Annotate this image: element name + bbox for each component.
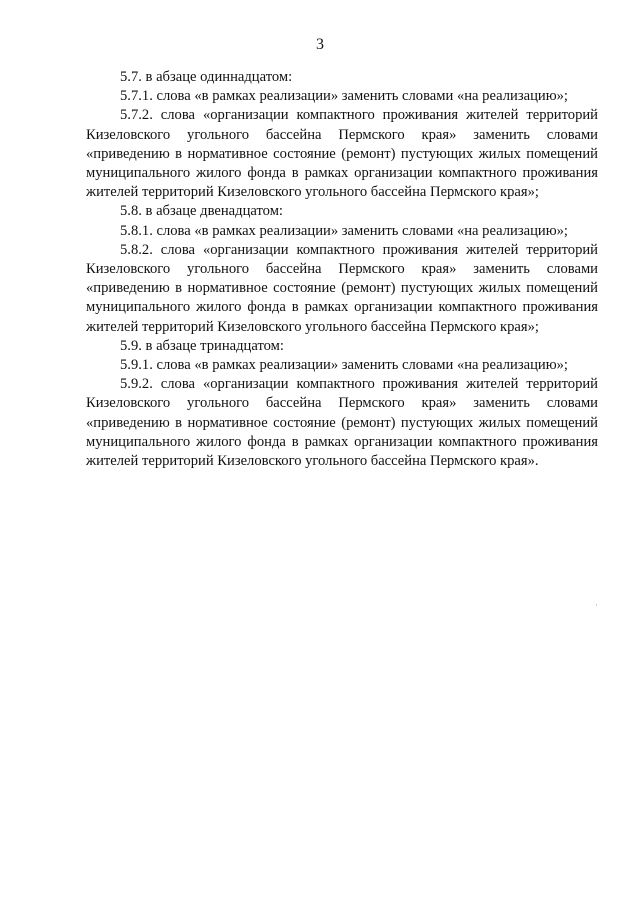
- paragraph-5-8-1: 5.8.1. слова «в рамках реализации» заменить словами «на реализацию»;: [120, 222, 568, 239]
- document-body: [86, 68, 598, 471]
- scan-speck: [596, 604, 597, 606]
- paragraph-5-8: 5.8. в абзаце двенадцатом:: [120, 203, 283, 220]
- paragraph-5-9-2: 5.9.2. слова «организации компактного проживания жителей территорий Кизеловского угольного бассейна Пермского края» заменить словами «приведению в нормативное состояние (ремонт) пустующих жилых помещений муниципального жилого фонда в рамках организации компактного проживания жителей территорий Кизеловского угольного бассейна Пермского края».: [86, 376, 598, 470]
- page-number: 3: [316, 36, 324, 53]
- paragraph-5-7: 5.7. в абзаце одиннадцатом:: [120, 69, 293, 85]
- paragraph-5-9: 5.9. в абзаце тринадцатом:: [120, 337, 284, 354]
- paragraph-5-8-2: 5.8.2. слова «организации компактного проживания жителей территорий Кизеловского угольного бассейна Пермского края» заменить словами «приведению в нормативное состояние (ремонт) пустующих жилых помещений муниципального жилого фонда в рамках организации компактного проживания жителей территорий Кизеловского угольного бассейна Пермского края»;: [86, 241, 598, 335]
- paragraph-5-7-2: 5.7.2. слова «организации компактного проживания жителей территорий Кизеловского угольного бассейна Пермского края» заменить словами «приведению в нормативное состояние (ремонт) пустующих жилых помещений муниципального жилого фонда в рамках организации компактного проживания жителей территорий Кизеловского угольного бассейна Пермского края»;: [86, 107, 598, 201]
- paragraph-5-9-1: 5.9.1. слова «в рамках реализации» заменить словами «на реализацию»;: [120, 357, 568, 374]
- paragraph-5-7-1: 5.7.1. слова «в рамках реализации» заменить словами «на реализацию»;: [120, 88, 568, 105]
